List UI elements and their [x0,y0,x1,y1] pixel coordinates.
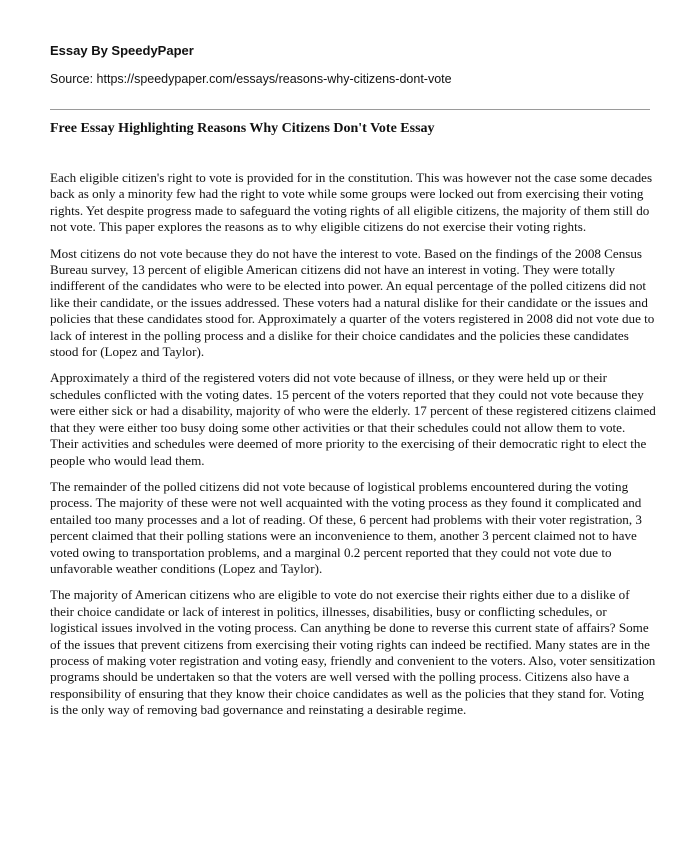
essay-paragraph: Each eligible citizen's right to vote is provided for in the constitution. This was however not the case some decades back as only a minority few had the right to vote while some groups were locked out from exercising their voting rights. Yet despite progress made to safeguard the voting rights of all eligible citizens, the majority of them still do not vote. This paper explores the reasons as to why eligible citizens do not exercise their voting rights. [50,170,653,235]
essay-paragraph: The majority of American citizens who are eligible to vote do not exercise their rights either due to a dislike of their choice candidate or lack of interest in politics, illnesses, disabilities, busy or conflicting schedules, or logistical issues involved in the voting process. Can anything be done to reverse this current state of affairs? Some of the issues that prevent citizens from exercising their voting rights can indeed be rectified. Many states are in the process of making voter registration and voting easy, friendly and convenient to the voters. Also, voter sensitization programs should be undertaken so that the voters are well versed with the polling process. Citizens also have a responsibility of ensuring that they know their choice candidates as well as the policies that they stand for. Voting is the only way of removing bad governance and reinstating a desirable regime. [50,587,656,718]
essay-paragraph: Most citizens do not vote because they do not have the interest to vote. Based on the findings of the 2008 Census Bureau survey, 13 percent of eligible American citizens did not have an interest in voting. They were totally indifferent of the candidates who were to be elected into power. An equal percentage of the polled citizens did not like their candidate, or the issues addressed. These voters had a natural dislike for their candidate or the issues and policies that these candidates stood for. Approximately a quarter of the voters registered in 2008 did not vote due to lack of interest in the polling process and a dislike for their choice candidates and the policies these candidates stood for (Lopez and Taylor). [50,245,655,360]
essay-title: Free Essay Highlighting Reasons Why Citizens Don't Vote Essay [50,121,435,136]
essay-body [50,170,656,729]
site-header-title: Essay By SpeedyPaper [50,43,194,58]
essay-paragraph: The remainder of the polled citizens did not vote because of logistical problems encountered during the voting process. The majority of these were not well acquainted with the voting process as they found it complicated and entailed too many processes and a lot of reading. Of these, 6 percent had problems with their voter registration, 3 percent claimed that their polling stations were an inconvenience to them, another 3 percent claimed not to have voted owing to transportation problems, and a marginal 0.2 percent reported that they could not vote due to unfavorable weather conditions (Lopez and Taylor). [50,478,642,576]
essay-paragraph: Approximately a third of the registered voters did not vote because of illness, or they were held up or their schedules conflicted with the voting dates. 15 percent of the voters reported that they could not vote because they were either sick or had a disability, majority of who were the elderly. 17 percent of these registered citizens claimed that they were either too busy doing some other activities or that their schedules could not allow them to vote. Their activities and schedules were deemed of more priority to the exercising of their democratic right to elect the people who would lead them. [50,370,656,468]
horizontal-divider [50,109,650,110]
source-url[interactable]: Source: https://speedypaper.com/essays/reasons-why-citizens-dont-vote [50,72,452,86]
